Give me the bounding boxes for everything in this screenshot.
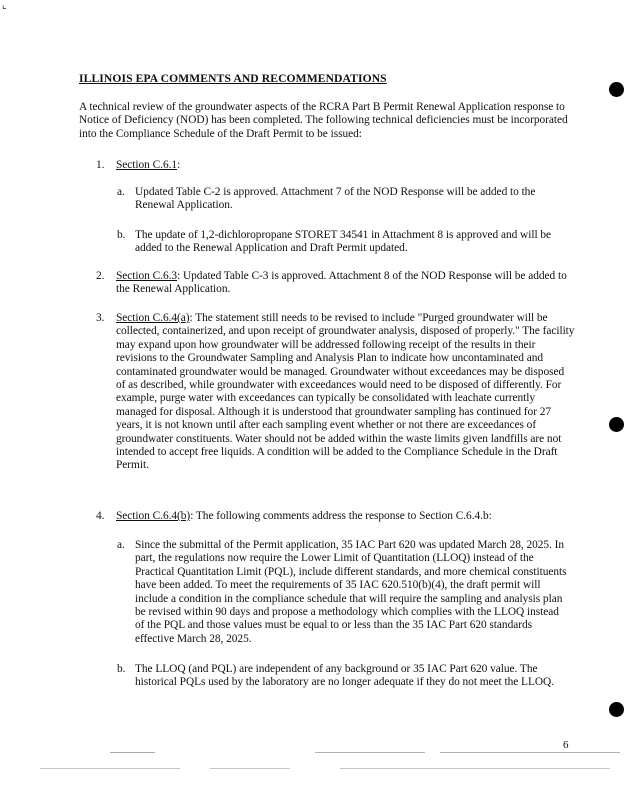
item-number: 4.	[96, 510, 105, 522]
item-number: 2.	[96, 270, 105, 282]
section-reference: Section C.6.3	[116, 270, 178, 282]
scan-artifact	[315, 752, 425, 753]
punch-hole-bottom	[609, 702, 624, 717]
scan-corner-mark: ⌞	[2, 0, 7, 11]
punch-hole-top	[609, 82, 624, 97]
scan-artifact	[340, 768, 610, 769]
scan-artifact	[40, 768, 180, 769]
section-reference: Section C.6.4(a)	[116, 312, 190, 324]
subitem-letter: b.	[117, 229, 126, 241]
item-text: : The statement still needs to be revised to include "Purged groundwater will be collected, containerized, and upon receipt of groundwater analysis, disposed of properly." The facility may expand upon how groundwater will be addressed following receipt of the results in their revisions to the Groundwater Sampling and Analysis Plan to indicate how uncontaminated and contaminated groundwater would be managed. Groundwater without exceedances may be disposed of as described, while groundwater with exceedances would need to be disposed of differently. For example, purge water with exceedances can typically be consolidated with leachate currently managed for disposal. Although it is understood that groundwater sampling has continued for 27 years, it is not known until after each sampling event whether or not there are exceedances of groundwater constituents. Water should not be added within the waste limits given landfills are not intended to accept free liquids. A condition will be added to the Compliance Schedule in the Draft Permit.	[116, 312, 575, 472]
subitem-letter: a.	[117, 186, 125, 198]
section-reference: Section C.6.4(b)	[116, 510, 191, 522]
item-number: 1.	[96, 159, 105, 171]
scan-artifact	[110, 752, 155, 753]
item-text: : The following comments address the response to Section C.6.4.b:	[190, 510, 492, 522]
item-number: 3.	[96, 312, 105, 324]
subitem-text: Since the submittal of the Permit application, 35 IAC Part 620 was updated March 28, 2025. In part, the regulations now require the Lower Limit of Quantitation (LLOQ) instead of the Practical Quantitation Limit (PQL), include different standards, and more chemical constituents have been added. To meet the requirements of 35 IAC 620.510(b)(4), the draft permit will include a condition in the compliance schedule that will require the sampling and analysis plan be revised within 90 days and propose a methodology which complies with the LLOQ instead of the PQL and those values must be equal to or less than the 35 IAC Part 620 standards effective March 28, 2025.	[135, 539, 567, 645]
punch-hole-middle	[609, 417, 624, 432]
subitem-text: The update of 1,2-dichloropropane STORET 34541 in Attachment 8 is approved and will be added to the Renewal Application and Draft Permit updated.	[135, 229, 552, 255]
item-text: :	[177, 159, 181, 171]
subitem-letter: a.	[117, 539, 125, 551]
subitem-text: Updated Table C-2 is approved. Attachment 7 of the NOD Response will be added to the Renewal Application.	[135, 186, 536, 212]
section-reference: Section C.6.1	[116, 159, 178, 171]
intro-paragraph: A technical review of the groundwater aspects of the RCRA Part B Permit Renewal Application response to Notice of Deficiency (NOD) has been completed. The following technical deficiencies must be incorporated into the Compliance Schedule of the Draft Permit to be issued:	[79, 101, 568, 140]
item-text: : Updated Table C-3 is approved. Attachment 8 of the NOD Response will be added to the Renewal Application.	[116, 270, 567, 296]
page-number: 6	[563, 739, 569, 751]
subitem-letter: b.	[117, 663, 126, 675]
scan-artifact	[440, 752, 620, 753]
subitem-text: The LLOQ (and PQL) are independent of any background or 35 IAC Part 620 value. The historical PQLs used by the laboratory are no longer adequate if they do not meet the LLOQ.	[135, 663, 554, 689]
scan-artifact	[210, 768, 290, 769]
page-heading: ILLINOIS EPA COMMENTS AND RECOMMENDATIONS	[79, 72, 387, 85]
